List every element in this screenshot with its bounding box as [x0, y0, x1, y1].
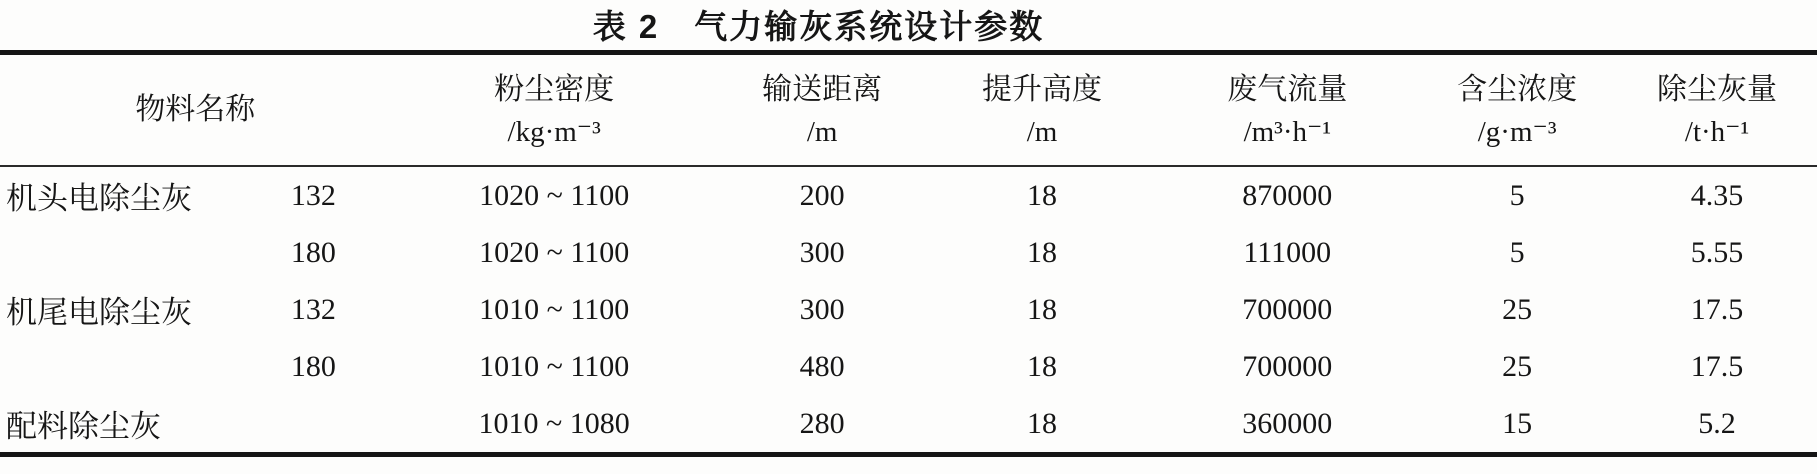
cell-density: 1020 ~ 1100 — [479, 235, 630, 269]
cell-flow: 700000 — [1242, 292, 1333, 326]
cell-density: 1010 ~ 1080 — [478, 406, 630, 440]
column-header-label: 提升高度 — [982, 73, 1103, 106]
cell-ash: 5.55 — [1690, 235, 1744, 269]
cell-flow: 111000 — [1243, 235, 1332, 269]
column-header-label: 废气流量 — [1227, 73, 1348, 106]
cell-size: 180 — [290, 235, 336, 269]
cell-flow: 360000 — [1242, 406, 1333, 440]
cell-concentration: 5 — [1509, 178, 1525, 212]
cell-density: 1010 ~ 1100 — [479, 349, 630, 383]
column-header-lifting-height — [927, 53, 1158, 167]
cell-flow: 870000 — [1242, 178, 1333, 212]
cell-size: 132 — [290, 292, 336, 326]
cell-material — [0, 338, 236, 395]
cell-concentration: 25 — [1502, 292, 1533, 326]
cell-distance: 280 — [799, 406, 845, 440]
column-header-dust-concentration — [1417, 53, 1617, 167]
cell-size — [236, 395, 390, 455]
table-row — [0, 395, 1817, 455]
cell-height: 18 — [1027, 178, 1058, 212]
cell-size: 180 — [290, 349, 336, 383]
cell-material: 机头电除尘灰 — [6, 181, 192, 216]
cell-material — [0, 224, 236, 281]
column-header-unit: /m — [806, 116, 838, 148]
cell-height: 18 — [1027, 349, 1058, 383]
design-parameters-table — [0, 50, 1817, 457]
cell-distance: 200 — [799, 178, 845, 212]
cell-concentration: 5 — [1509, 235, 1525, 269]
column-header-label: 输送距离 — [762, 73, 883, 106]
cell-concentration: 15 — [1502, 406, 1533, 440]
cell-ash: 4.35 — [1690, 178, 1744, 212]
cell-ash: 17.5 — [1690, 292, 1744, 326]
table-caption: 表 2 气力输灰系统设计参数 — [592, 8, 1045, 45]
table-row — [0, 338, 1817, 395]
cell-concentration: 25 — [1502, 349, 1533, 383]
column-header-label: 除尘灰量 — [1657, 73, 1778, 106]
table-row — [0, 166, 1817, 224]
table-body — [0, 166, 1817, 455]
column-header-label: 物料名称 — [135, 93, 256, 126]
cell-distance: 300 — [799, 292, 845, 326]
cell-distance: 300 — [799, 235, 845, 269]
cell-height: 18 — [1027, 406, 1058, 440]
column-header-unit: /g·m⁻³ — [1477, 116, 1557, 148]
column-header-unit: /t·h⁻¹ — [1684, 116, 1750, 148]
column-header-label: 含尘浓度 — [1457, 73, 1578, 106]
cell-flow: 700000 — [1242, 349, 1333, 383]
cell-ash: 5.2 — [1698, 406, 1736, 440]
table-row — [0, 281, 1817, 338]
cell-material: 配料除尘灰 — [6, 409, 161, 444]
header-row — [0, 53, 1817, 167]
cell-distance: 480 — [799, 349, 845, 383]
column-header-unit: /m³·h⁻¹ — [1243, 116, 1332, 148]
column-header-conveying-distance — [718, 53, 927, 167]
table-header — [0, 53, 1817, 167]
column-header-unit: /m — [1026, 116, 1058, 148]
table-row — [0, 224, 1817, 281]
column-header-waste-gas-flow — [1157, 53, 1417, 167]
cell-size: 132 — [290, 178, 336, 212]
cell-height: 18 — [1027, 235, 1058, 269]
cell-ash: 17.5 — [1690, 349, 1744, 383]
cell-density: 1020 ~ 1100 — [479, 178, 630, 212]
column-header-dust-density — [391, 53, 718, 167]
column-header-material — [0, 53, 391, 167]
column-header-unit: /kg·m⁻³ — [507, 116, 601, 148]
column-header-collected-ash — [1617, 53, 1817, 167]
column-header-label: 粉尘密度 — [494, 73, 615, 106]
cell-height: 18 — [1027, 292, 1058, 326]
cell-material: 机尾电除尘灰 — [6, 295, 192, 330]
cell-density: 1010 ~ 1100 — [479, 292, 630, 326]
